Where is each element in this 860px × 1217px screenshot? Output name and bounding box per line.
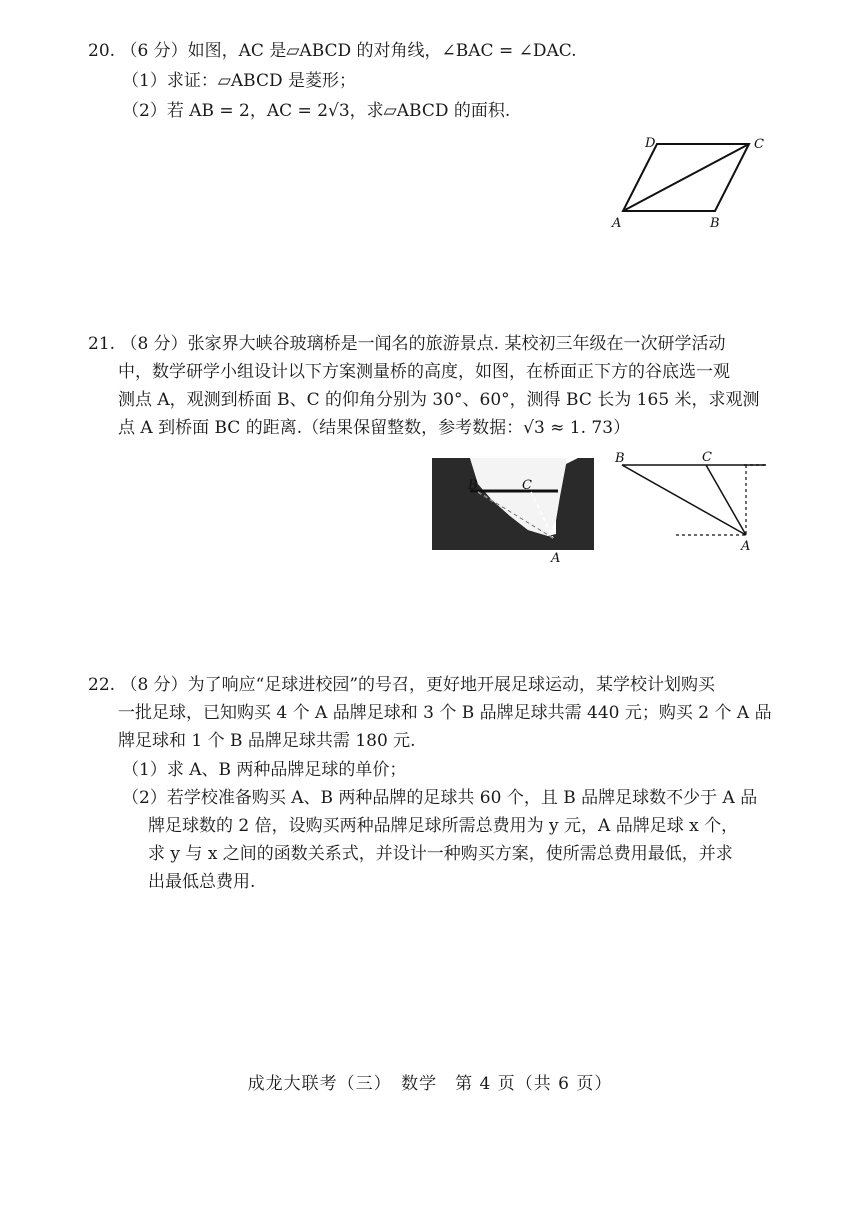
label-B: B [710,216,720,231]
label-A: A [612,216,622,231]
label-D: D [645,136,656,151]
q22-line1: 22. （8 分）为了响应“足球进校园”的号召，更好地开展足球运动，某学校计划购买 [88,675,716,695]
diagram-label-A: A [741,539,751,554]
photo-label-B: B [468,478,478,493]
q20-part2: （2）若 AB = 2，AC = 2√3，求▱ABCD 的面积. [122,101,511,121]
q21-line3: 测点 A，观测到桥面 B、C 的仰角分别为 30°、60°，测得 BC 长为 165 米，求观测 [118,390,760,410]
q22-part2-line3: 求 y 与 x 之间的函数关系式，并设计一种购买方案，使所需总费用最低，并求 [148,844,733,864]
q22-line3: 牌足球和 1 个 B 品牌足球共需 180 元. [118,731,416,751]
q22-part1: （1）求 A、B 两种品牌足球的单价； [122,760,407,780]
q21-line1: 21. （8 分）张家界大峡谷玻璃桥是一闻名的旅游景点. 某校初三年级在一次研学活动 [88,334,726,354]
q21-line4: 点 A 到桥面 BC 的距离.（结果保留整数，参考数据：√3 ≈ 1. 73） [118,418,631,438]
q22-part2-line2: 牌足球数的 2 倍，设购买两种品牌足球所需总费用为 y 元，A 品牌足球 x 个， [148,816,739,836]
diagram-label-B: B [615,451,625,466]
q22-part2-line1: （2）若学校准备购买 A、B 两种品牌的足球共 60 个，且 B 品牌足球数不少于 A 品 [122,788,758,808]
label-C: C [754,137,764,152]
diagram-label-C: C [702,450,712,465]
q22-line2: 一批足球，已知购买 4 个 A 品牌足球和 3 个 B 品牌足球共需 440 元；购买 2 个 A 品 [118,703,772,723]
q20-part1: （1）求证：▱ABCD 是菱形； [122,71,357,91]
q20-stem: 20. （6 分）如图，AC 是▱ABCD 的对角线，∠BAC = ∠DAC. [88,41,577,61]
q21-line2: 中，数学研学小组设计以下方案测量桥的高度，如图，在桥面正下方的谷底选一观 [118,362,730,382]
photo-label-C: C [522,478,532,493]
photo-label-A: A [551,551,561,566]
q22-part2-line4: 出最低总费用. [148,872,256,892]
page-footer: 成龙大联考（三） 数学 第 4 页（共 6 页） [247,1074,613,1094]
